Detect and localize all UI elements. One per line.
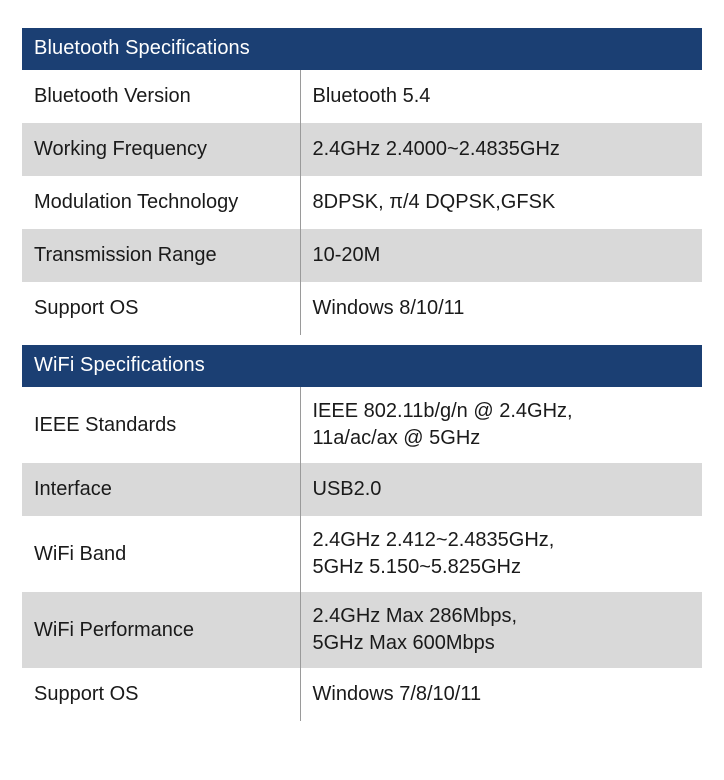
spec-value-line: USB2.0 [312,478,382,500]
table-row [22,387,702,463]
table-row [22,229,702,282]
spec-label: Transmission Range [22,229,300,282]
section-header-wifi [22,345,702,387]
table-row [22,516,702,592]
specifications-table [22,28,702,721]
section-header-label: WiFi Specifications [22,345,702,387]
spec-value-line: Windows 8/10/11 [312,297,465,319]
spec-label: Modulation Technology [22,176,300,229]
specifications-table-body [22,28,702,721]
table-row [22,668,702,721]
spec-value [300,123,702,176]
spec-value-line: 2.4GHz Max 286Mbps, [312,605,518,627]
table-row [22,176,702,229]
spec-value-line: 5GHz 5.150~5.825GHz [312,556,521,578]
table-row [22,123,702,176]
section-gap-cell [22,335,702,345]
spec-label: Interface [22,463,300,516]
spec-value-line: Bluetooth 5.4 [312,85,431,107]
spec-value-line: 2.4GHz 2.412~2.4835GHz, [312,529,555,551]
spec-label: IEEE Standards [22,387,300,463]
spec-value [300,516,702,592]
spec-value-line: Windows 7/8/10/11 [312,683,482,705]
section-header-label: Bluetooth Specifications [22,28,702,70]
spec-label: WiFi Band [22,516,300,592]
spec-value [300,387,702,463]
table-row [22,592,702,668]
spec-value-line: IEEE 802.11b/g/n @ 2.4GHz, [312,400,573,422]
spec-value-line: 8DPSK, π/4 DQPSK,GFSK [312,191,556,213]
spec-value-line: 11a/ac/ax @ 5GHz [312,427,481,449]
spec-label: Bluetooth Version [22,70,300,123]
section-gap [22,335,702,345]
table-row [22,463,702,516]
spec-value [300,70,702,123]
spec-value [300,282,702,335]
spec-value-line: 5GHz Max 600Mbps [312,632,495,654]
table-row [22,282,702,335]
spec-label: Support OS [22,668,300,721]
spec-value [300,592,702,668]
spec-value-line: 10-20M [312,244,381,266]
spec-label: Working Frequency [22,123,300,176]
spec-label: WiFi Performance [22,592,300,668]
spec-label: Support OS [22,282,300,335]
spec-value-line: 2.4GHz 2.4000~2.4835GHz [312,138,560,160]
spec-value [300,176,702,229]
spec-value [300,229,702,282]
section-header-bluetooth [22,28,702,70]
spec-value [300,668,702,721]
spec-value [300,463,702,516]
table-row [22,70,702,123]
